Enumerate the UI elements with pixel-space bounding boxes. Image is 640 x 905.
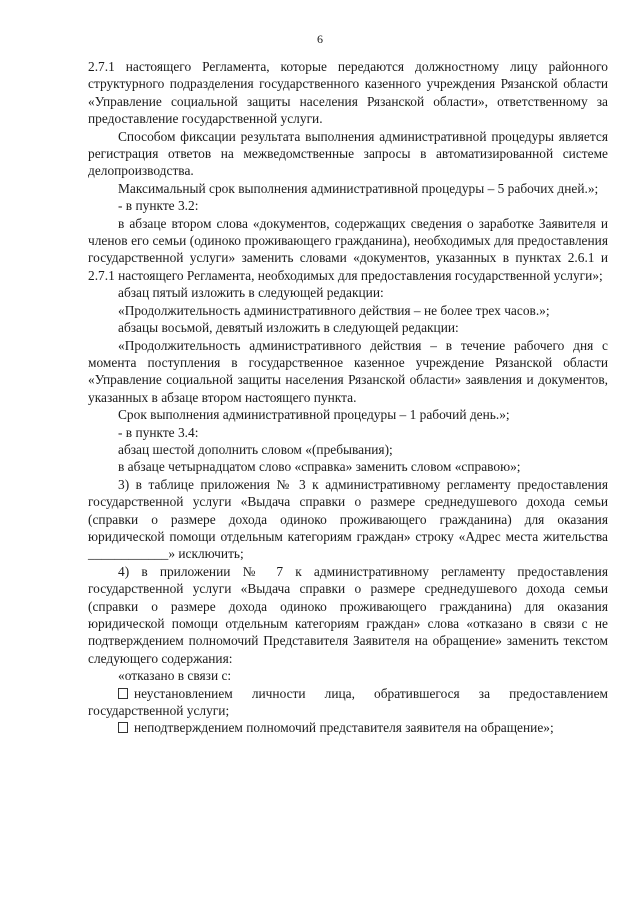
paragraph-continuation: 2.7.1 настоящего Регламента, которые передаются должностному лицу районного структурного подразделения государственного казенного учреждения Рязанской области «Управление социальной защиты населения Рязанской области», ответственному за предоставление государственной услуги. bbox=[88, 59, 608, 127]
paragraph-fixation-method: Способом фиксации результата выполнения административной процедуры является регистрация ответов на межведомственные запросы в автоматизированной системе делопроизводства. bbox=[88, 128, 608, 179]
paragraph-second-abzac: в абзаце втором слова «документов, содержащих сведения о заработке Заявителя и членов его семьи (одиноко проживающего гражданина), необходимых для предоставления государственной услуги» заменить словами «документов, указанных в пунктах 2.6.1 и 2.7.1 настоящего Регламента, необходимых для предоставления государственной услуги»; bbox=[88, 215, 608, 283]
bullet-item bbox=[88, 685, 608, 720]
bullet-item bbox=[88, 719, 608, 736]
paragraph-item-4: 4) в приложении № 7 к административному регламенту предоставления государственной услуги «Выдача справки о размере среднедушевого дохода семьи (справки о размере дохода одиноко проживающего гражданина) для оказания юридической помощи отдельным категориям граждан» слова «отказано в связи с не подтверждением полномочий Представителя Заявителя на обращение» заменить текстом следующего содержания: bbox=[88, 563, 608, 666]
paragraph-eighth-ninth-abzac: абзацы восьмой, девятый изложить в следующей редакции: bbox=[118, 320, 459, 336]
bullet-text: неподтверждением полномочий представителя заявителя на обращение»; bbox=[134, 720, 554, 736]
checkbox-icon bbox=[118, 722, 128, 733]
paragraph-max-term: Максимальный срок выполнения административной процедуры – 5 рабочих дней.»; bbox=[118, 180, 599, 196]
paragraph-duration-3h: «Продолжительность административного действия – не более трех часов.»; bbox=[118, 302, 550, 318]
page-number: 6 bbox=[317, 32, 323, 46]
paragraph-item-3: 3) в таблице приложения № 3 к административному регламенту предоставления государственной услуги «Выдача справки о размере среднедушевого дохода семьи (справки о размере дохода одиноко проживающего гражданина) для оказания юридической помощи отдельным категориям граждан» строку «Адрес места жительства ____________» исключить; bbox=[88, 476, 608, 562]
paragraph-term-1-day: Срок выполнения административной процедуры – 1 рабочий день.»; bbox=[118, 407, 510, 423]
paragraph-fifth-abzac: абзац пятый изложить в следующей редакции: bbox=[118, 285, 384, 301]
paragraph-refusal-intro: «отказано в связи с: bbox=[118, 668, 232, 684]
paragraph-duration-workday: «Продолжительность административного действия – в течение рабочего дня с момента поступления в государственное казенное учреждение Рязанской области «Управление социальной защиты населения Рязанской области» заявления и документов, указанных в абзаце втором настоящего пункта. bbox=[88, 337, 608, 405]
paragraph-clause-3-4: - в пункте 3.4: bbox=[118, 424, 199, 440]
bullet-text: неустановлением личности лица, обратившегося за предоставлением государственной услуги; bbox=[88, 685, 608, 719]
document-body bbox=[88, 58, 608, 737]
checkbox-icon bbox=[118, 688, 128, 699]
paragraph-sixth-abzac: абзац шестой дополнить словом «(пребывания); bbox=[118, 441, 393, 457]
paragraph-clause-3-2: - в пункте 3.2: bbox=[118, 198, 199, 214]
paragraph-fourteenth-abzac: в абзаце четырнадцатом слово «справка» заменить словом «справою»; bbox=[118, 459, 521, 475]
